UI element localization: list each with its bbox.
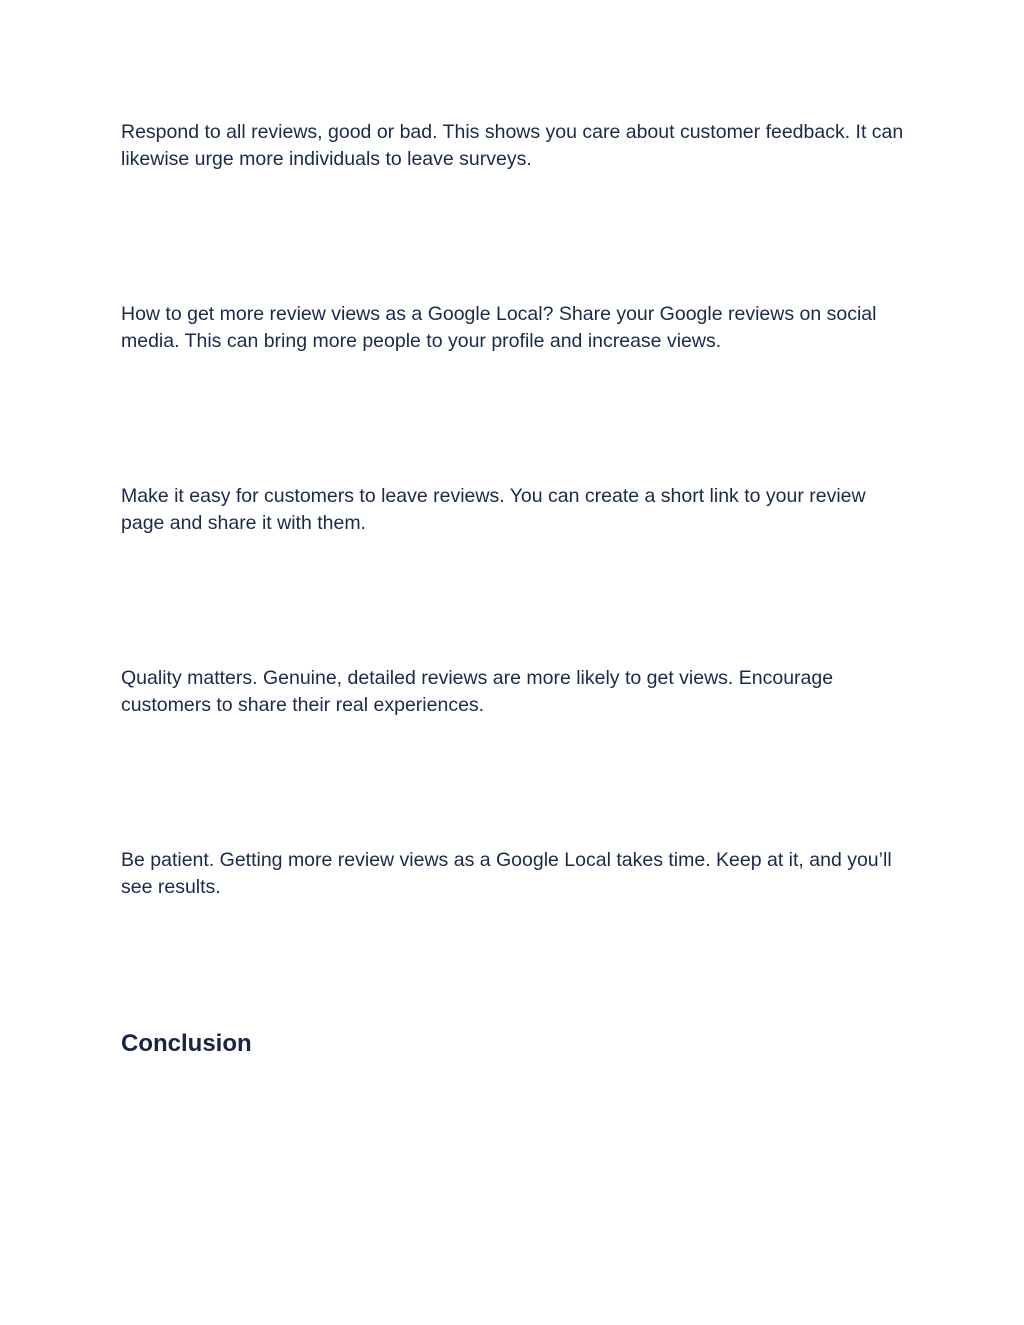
- paragraph-quality-matters: Quality matters. Genuine, detailed reviews are more likely to get views. Encourage customers to share their real experiences.: [121, 667, 834, 716]
- paragraph-easy-reviews: Make it easy for customers to leave reviews. You can create a short link to your review page and share it with them.: [121, 485, 866, 534]
- paragraph-respond-reviews: Respond to all reviews, good or bad. This shows you care about customer feedback. It can likewise urge more individuals to leave surveys.: [121, 121, 904, 170]
- paragraph-be-patient: Be patient. Getting more review views as a Google Local takes time. Keep at it, and you’ll see results.: [121, 849, 892, 898]
- section-heading-conclusion: Conclusion: [121, 1030, 252, 1057]
- paragraph-share-social: How to get more review views as a Google Local? Share your Google reviews on social media. This can bring more people to your profile and increase views.: [121, 303, 877, 352]
